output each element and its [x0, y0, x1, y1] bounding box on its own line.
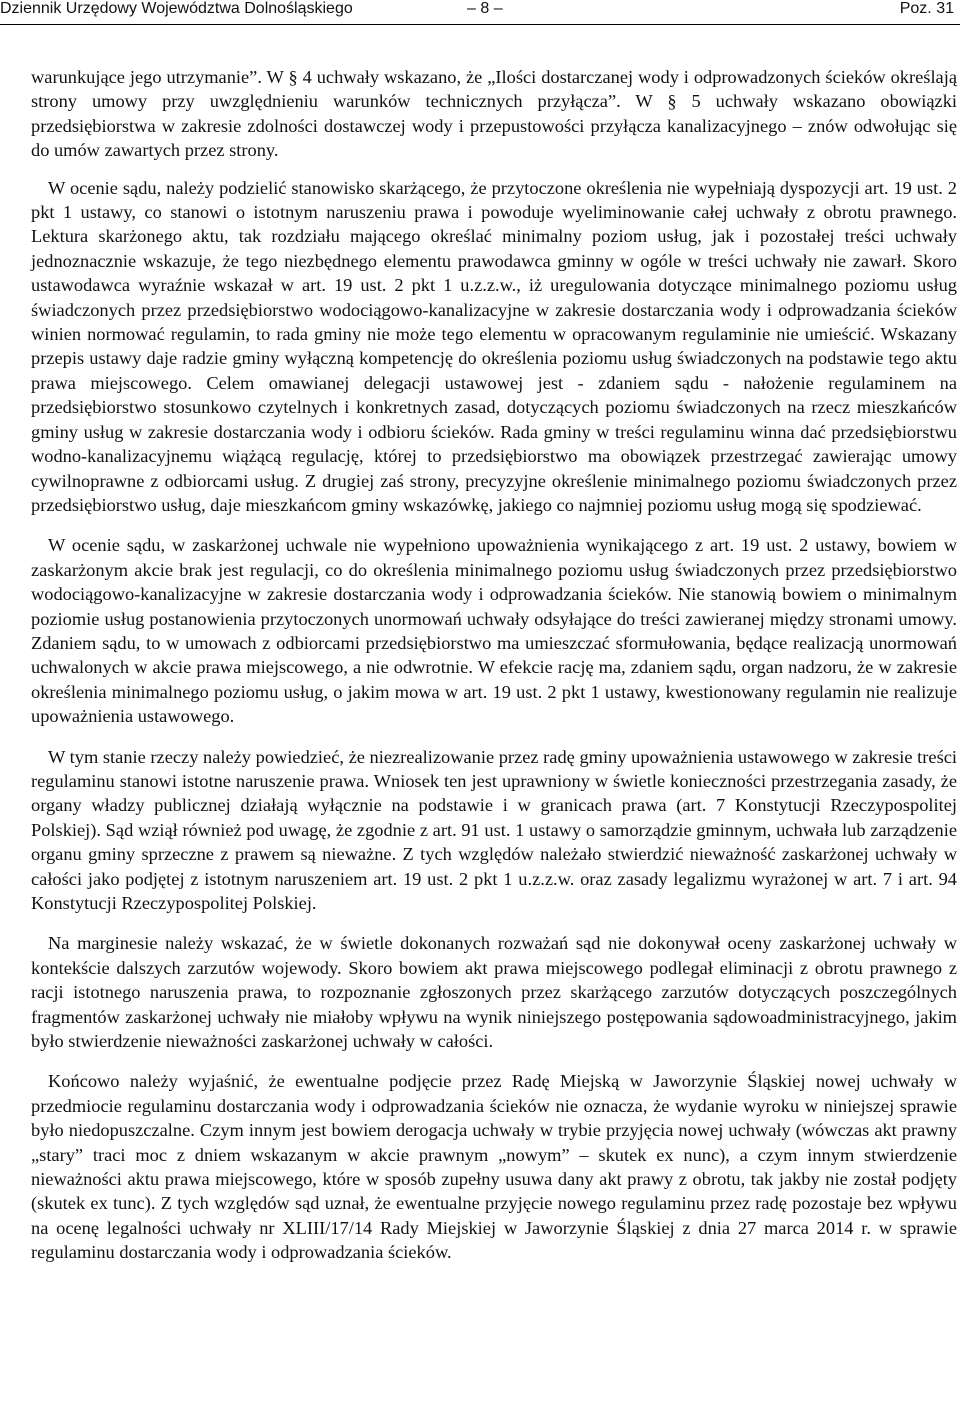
journal-title: Dziennik Urzędowy Województwa Dolnośląskiego [0, 0, 353, 17]
page-number: – 8 – [467, 0, 503, 17]
position-number: Poz. 31 [899, 0, 954, 17]
paragraph: Końcowo należy wyjaśnić, że ewentualne podjęcie przez Radę Miejską w Jaworzynie Śląskiej nowej uchwały w przedmiocie regulaminu dostarczania wody i odprowadzania ścieków nie oznacza, że wydanie wyroku w niniejszej sprawie było niedopuszczalne. Czym innym jest bowiem derogacja uchwały w trybie przyjęcia nowej uchwały (wówczas akt prawny „stary” traci moc z dniem wskazanym w akcie prawnym „nowym” – skutek ex nunc), a czym innym stwierdzenie nieważności aktu prawa miejscowego, które w sposób zupełny usuwa dany akt prawy z obrotu, tak jakby nie został podjęty (skutek ex tunc). Z tych względów sąd uznał, że ewentualne przyjęcie nowego regulaminu przez radę pozostaje bez wpływu na ocenę legalności uchwały nr XLIII/17/14 Rady Miejskiej w Jaworzynie Śląskiej z dnia 27 marca 2014 r. w sprawie regulaminu dostarczania wody i odprowadzania ścieków. [31, 1071, 957, 1263]
paragraph-continuation: warunkujące jego utrzymanie”. W § 4 uchwały wskazano, że „Ilości dostarczanej wody i odprowadzonych ścieków określają strony umowy przy uwzględnieniu warunków technicznych przyłącza”. W § 5 uchwały wskazano obowiązki przedsiębiorstwa w zakresie zdolności dostawczej wody i przepustowości przyłącza kanalizacyjnego – znów odwołując się do umów zawartych przez strony. [31, 67, 957, 161]
paragraph: W tym stanie rzeczy należy powiedzieć, że niezrealizowanie przez radę gminy upoważnienia ustawowego w zakresie treści regulaminu stanowi istotne naruszenie prawa. Wniosek ten jest uprawniony w świetle konieczności przestrzegania zasady, że organy władzy publicznej działają wyłącznie na podstawie i w granicach prawa (art. 7 Konstytucji Rzeczypospolitej Polskiej). Sąd wziął również pod uwagę, że zgodnie z art. 91 ust. 1 ustawy o samorządzie gminnym, uchwała lub zarządzenie organu gminy sprzeczne z prawem są nieważne. Z tych względów należało stwierdzić nieważność zaskarżonej uchwały w całości jako podjętej z istotnym naruszeniem art. 19 ust. 2 pkt 1 u.z.z.w. oraz zasady legalizmu wyrażonej w art. 7 i art. 94 Konstytucji Rzeczypospolitej Polskiej. [31, 746, 957, 913]
paragraph: Na marginesie należy wskazać, że w świetle dokonanych rozważań sąd nie dokonywał oceny zaskarżonej uchwały w kontekście dalszych zarzutów wojewody. Skoro bowiem akt prawa miejscowego podlegał eliminacji z obrotu prawnego z racji istotnego naruszenia prawa, to rozpoznanie zgłoszonych przez skarżącego zarzutów dotyczących poszczególnych fragmentów zaskarżonej uchwały nie miałoby wpływu na wynik niniejszego postępowania sądowoadministracyjnego, jakim było stwierdzenie nieważności zaskarżonej uchwały w całości. [31, 933, 957, 1052]
paragraph: W ocenie sądu, w zaskarżonej uchwale nie wypełniono upoważnienia wynikającego z art. 19 ust. 2 ustawy, bowiem w zaskarżonym akcie brak jest regulacji, co do określenia minimalnego poziomu usług świadczonych przez przedsiębiorstwo wodociągowo-kanalizacyjne w zakresie dostarczania wody i odprowadzania ścieków. Nie stanowią bowiem o minimalnym poziomie usług postanowienia przytoczonych unormowań uchwały odsyłające do treści zawieranej między stronami umowy. Zdaniem sądu, to w umowach z odbiorcami przedsiębiorstwo ma umieszczać sformułowania, będące realizacją unormowań uchwalonych w akcie prawa miejscowego, a nie odwrotnie. W efekcie rację ma, zdaniem sądu, organ nadzoru, że w zakresie określenia minimalnego poziomu usług, o jakim mowa w art. 19 ust. 2 pkt 1 ustawy, kwestionowany regulamin nie realizuje upoważnienia ustawowego. [31, 535, 957, 727]
paragraph: W ocenie sądu, należy podzielić stanowisko skarżącego, że przytoczone określenia nie wypełniają dyspozycji art. 19 ust. 2 pkt 1 ustawy, co stanowi o istotnym naruszeniu prawa i powoduje wyeliminowanie całej uchwały z obrotu prawnego. Lektura skarżonego aktu, tak rozdziału mającego określać minimalny poziom usług, jak i pozostałej treści uchwały jednoznacznie wskazuje, że tego niezbędnego elementu prawodawca gminny w ogóle w treści uchwały nie zawarł. Skoro ustawodawca wyraźnie wskazał w art. 19 ust. 2 pkt 1 u.z.z.w., iż uregulowania dotyczące minimalnego poziomu usług świadczonych przez przedsiębiorstwo wodociągowo-kanalizacyjne w zakresie dostarczania wody i odprowadzania ścieków winien normować regulamin, to rada gminy nie może tego elementu w opracowanym regulaminie nie umieścić. Wskazany przepis ustawy daje radzie gminy wyłączną kompetencję do określenia poziomu usług świadczonych na podstawie tego aktu prawa miejscowego. Celem omawianej delegacji ustawowej jest - zdaniem sądu - nałożenie regulaminem na przedsiębiorstwo stosunkowo czytelnych i konkretnych zasad, dotyczących poziomu świadczonych na rzecz mieszkańców gminy usług w zakresie dostarczania wody i odbioru ścieków. Rada gminy w treści regulaminu winna dać przedsiębiorstwu wodno-kanalizacyjnemu wiążącą regulację, której to przedsiębiorstwo ma obowiązek przestrzegać zawierając umowy cywilnoprawne z odbiorcami usług. Z drugiej zaś strony, precyzyjne określenie minimalnego poziomu świadczonych przez przedsiębiorstwo usług, daje mieszkańcom gminy wskazówkę, jakiego co najmniej poziomu usług mogą się spodziewać. [31, 177, 957, 515]
document-body [31, 65, 957, 1265]
page-header [0, 0, 960, 25]
